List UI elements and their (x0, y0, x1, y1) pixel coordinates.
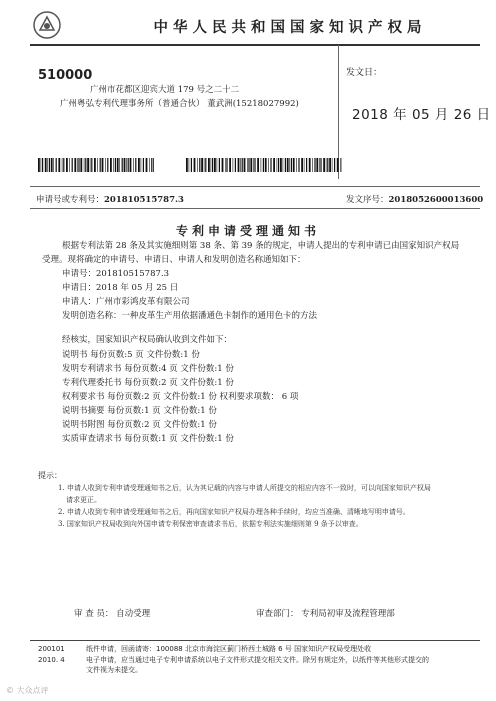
serial-number (346, 193, 483, 205)
serial-number-value: 2018052600013600 (388, 195, 484, 205)
application-number-line: 申请号：201810515787.3 (62, 269, 170, 279)
dispatch-date: 2018 年 05 月 26 日 (352, 107, 491, 123)
intro-line-2: 受理。现将确定的申请号、申请日、申请人和发明创造名称通知如下： (42, 255, 306, 265)
application-number (36, 193, 184, 205)
address-line-1: 广州市花都区迎宾大道 179 号之二十二 (90, 85, 240, 95)
note-item: 3. 国家知识产权局收到向外国申请专利保密审查请求书后，依据专利法实施细则第 9 条予以审查。 (58, 520, 363, 528)
note-item: 2. 申请人收到专利申请受理通知书之后，再向国家知识产权局办理各种手续时，均应当准确、清晰地写明申请号。 (58, 508, 410, 516)
footer-rule (30, 640, 480, 641)
footer-code-2: 2010. 4 (38, 656, 65, 664)
file-item: 发明专利请求书 每份页数:4 页 文件份数:1 份 (62, 364, 234, 374)
file-item: 权利要求书 每份页数:2 页 文件份数:1 份 权利要求项数： 6 项 (62, 392, 299, 402)
serial-number-label: 发文序号： (346, 195, 389, 205)
footer-code-1: 200101 (38, 645, 65, 653)
document-title: 专利申请受理通知书 (175, 224, 320, 238)
footer-text-2b: 文件视为未提交。 (86, 666, 142, 674)
office-name: 中华人民共和国国家知识产权局 (153, 20, 427, 36)
footer-text-2a: 电子申请，应当通过电子专利申请系统以电子文件形式提交相关文件。除另有规定外，以纸件等其他形式提交的 (86, 656, 429, 664)
file-item: 专利代理委托书 每份页数:2 页 文件份数:1 份 (62, 378, 234, 388)
intro-line-1: 根据专利法第 28 条及其实施细则第 38 条、第 39 条的规定，申请人提出的专利申请已由国家知识产权局 (62, 241, 460, 251)
footer-text-1: 纸件申请，回函请寄：100088 北京市海淀区蓟门桥西土城路 6 号 国家知识产权局受理处收 (86, 645, 372, 653)
application-number-label: 申请号或专利号： (36, 195, 105, 205)
file-item: 实质审查请求书 每份页数:1 页 文件份数:1 份 (62, 434, 234, 444)
dispatch-date-label: 发文日： (346, 68, 383, 78)
check-intro: 经核实，国家知识产权局确认收到文件如下： (62, 335, 233, 345)
notes-title: 提示： (38, 471, 62, 480)
postcode: 510000 (38, 68, 93, 83)
file-item: 说明书附图 每份页数:2 页 文件份数:1 份 (62, 420, 217, 430)
review-department: 审查部门： 专利局初审及流程管理部 (256, 609, 395, 619)
invention-title-line: 发明创造名称：一种皮革生产用依据潘通色卡制作的通用色卡的方法 (62, 311, 318, 321)
header-rule (30, 44, 480, 46)
applicant-line: 申请人：广州市彩鸿皮革有限公司 (62, 297, 190, 307)
application-date-line: 申请日：2018 年 05 月 25 日 (62, 283, 179, 293)
cnipa-emblem-icon (32, 10, 62, 40)
barcode-right (186, 158, 342, 172)
note-item: 1. 申请人收到专利申请受理通知书之后，认为其记载的内容与申请人所提交的相应内容不一致时，可以向国家知识产权局 (58, 484, 431, 492)
barcode-left (38, 158, 154, 172)
row-rule-top (30, 186, 480, 187)
row-rule-bottom (30, 208, 480, 209)
reviewer: 审 查 员： 自动受理 (74, 609, 151, 619)
file-item: 说明书 每份页数:5 页 文件份数:1 份 (62, 350, 200, 360)
address-line-2: 广州粤弘专利代理事务所（普通合伙） 董武洲(15218027992) (60, 99, 299, 109)
note-item: 请求更正。 (66, 496, 101, 504)
application-number-value: 201810515787.3 (104, 195, 184, 205)
file-item: 说明书摘要 每份页数:1 页 文件份数:1 份 (62, 406, 217, 416)
watermark: © 大众点评 (6, 686, 49, 695)
